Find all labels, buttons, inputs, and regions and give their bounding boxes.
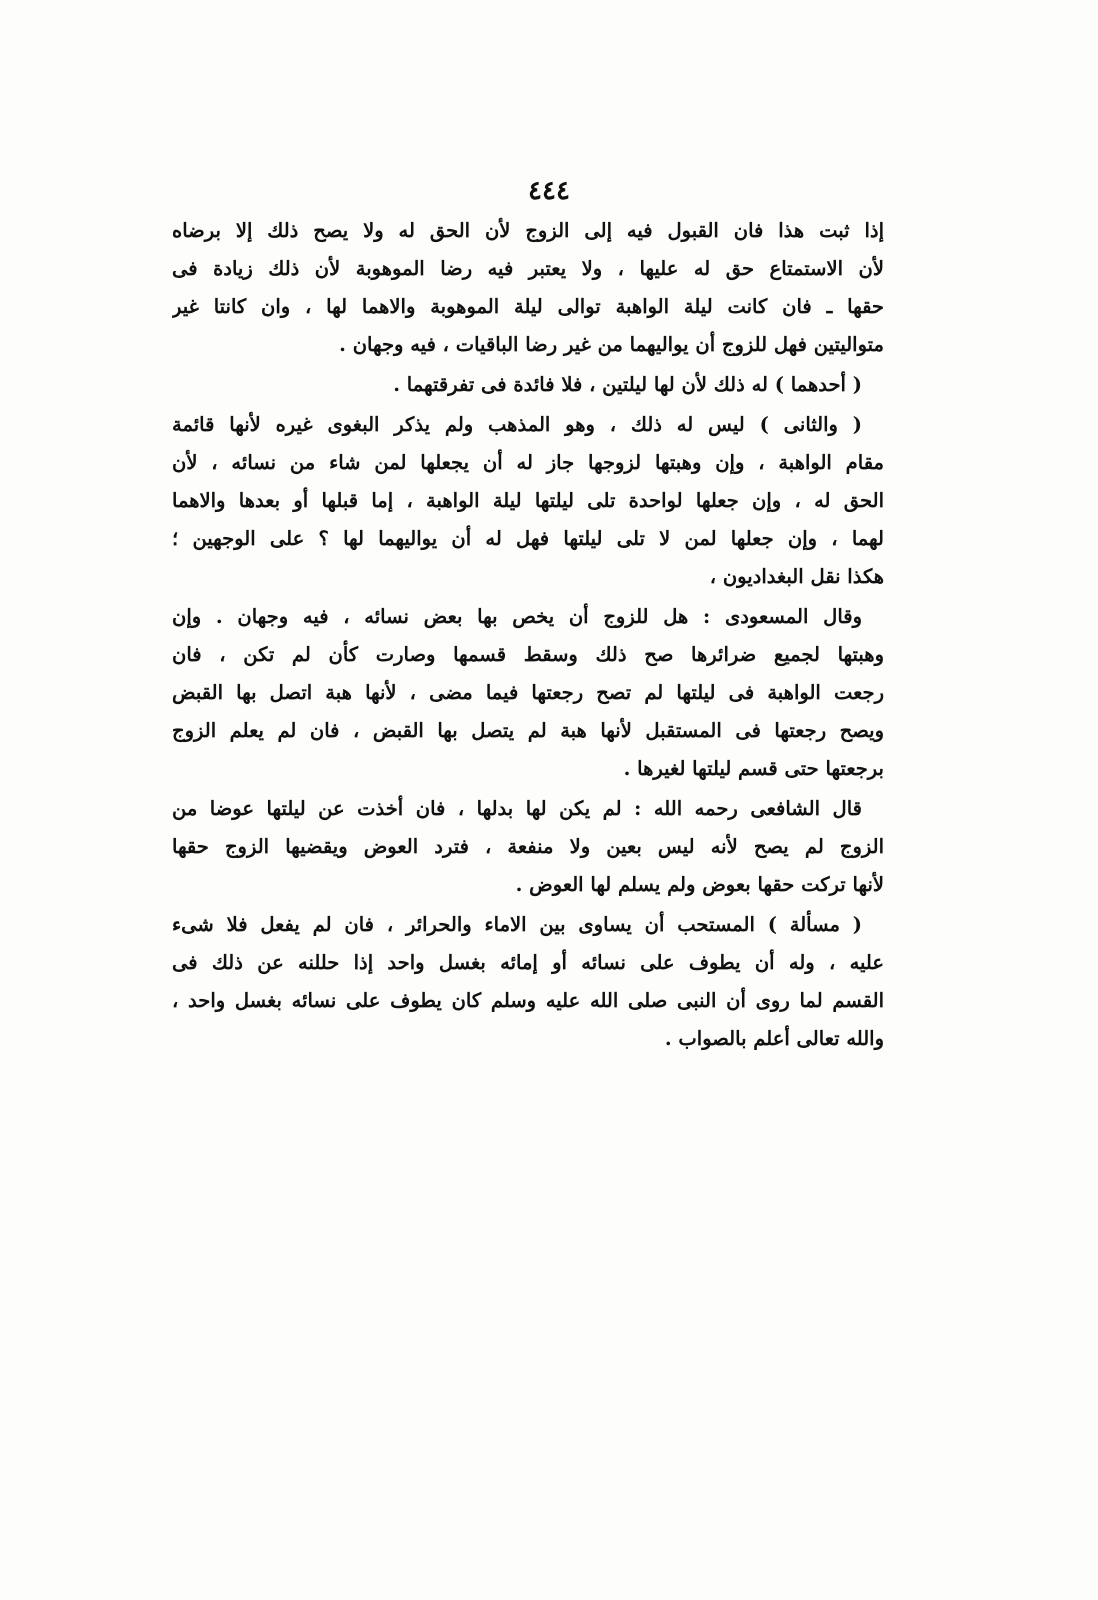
body-text [172, 212, 884, 1060]
text-line: برجعتها حتى قسم ليلتها لغيرها . [623, 757, 884, 780]
text-line: ويصح رجعتها فى المستقبل لأنها هبة لم يتصل بها القبض ، فان لم يعلم الزوج [172, 719, 884, 742]
text-line: لأن الاستمتاع حق له عليها ، ولا يعتبر فيه رضا الموهوبة لأن ذلك زيادة فى [172, 257, 884, 280]
text-line: إذا ثبت هذا فان القبول فيه إلى الزوج لأن الحق له ولا يصح ذلك إلا برضاه [172, 219, 884, 242]
text-line: ( أحدهما ) له ذلك لأن لها ليلتين ، فلا فائدة فى تفرقتهما . [393, 373, 862, 396]
text-line: حقها ـ فان كانت ليلة الواهبة توالى ليلة الموهوبة والاهما لها ، وان كانتا غير [172, 295, 884, 318]
text-line: لهما ، وإن جعلها لمن لا تلى ليلتها فهل له أن يواليهما لها ؟ على الوجهين ؛ [172, 527, 884, 550]
text-line: لأنها تركت حقها بعوض ولم يسلم لها العوض . [515, 873, 884, 896]
text-line: القسم لما روى أن النبى صلى الله عليه وسلم كان يطوف على نسائه بغسل واحد ، [172, 989, 884, 1012]
paragraph-3 [172, 406, 884, 596]
text-line: ( مسألة ) المستحب أن يساوى بين الاماء والحرائر ، فان لم يفعل فلا شىء [172, 913, 862, 936]
paragraph-2 [172, 366, 884, 404]
text-line: هكذا نقل البغداديون ، [709, 565, 884, 588]
page-number: ٤٤٤ [528, 176, 570, 206]
paragraph-6 [172, 906, 884, 1058]
text-line: وقال المسعودى : هل للزوج أن يخص بها بعض نسائه ، فيه وجهان . وإن [172, 605, 862, 628]
text-line: متواليتين فهل للزوج أن يواليهما من غير رضا الباقيات ، فيه وجهان . [339, 333, 884, 356]
text-line: قال الشافعى رحمه الله : لم يكن لها بدلها ، فان أخذت عن ليلتها عوضا من [172, 797, 862, 820]
paragraph-4 [172, 598, 884, 788]
text-line: والله تعالى أعلم بالصواب . [664, 1027, 884, 1050]
text-line: الزوج لم يصح لأنه ليس بعين ولا منفعة ، فترد العوض ويقضيها الزوج حقها [172, 835, 884, 858]
text-line: ( والثانى ) ليس له ذلك ، وهو المذهب ولم يذكر البغوى غيره لأنها قائمة [172, 413, 862, 436]
text-line: عليه ، وله أن يطوف على نسائه أو إمائه بغسل واحد إذا حللنه عن ذلك فى [172, 951, 884, 974]
text-line: وهبتها لجميع ضرائرها صح ذلك وسقط قسمها وصارت كأن لم تكن ، فان [172, 643, 884, 666]
text-line: مقام الواهبة ، وإن وهبتها لزوجها جاز له أن يجعلها لمن شاء من نسائه ، لأن [172, 451, 884, 474]
paragraph-5 [172, 790, 884, 904]
paragraph-1 [172, 212, 884, 364]
text-line: الحق له ، وإن جعلها لواحدة تلى ليلتها ليلة الواهبة ، إما قبلها أو بعدها والاهما [172, 489, 884, 512]
text-line: رجعت الواهبة فى ليلتها لم تصح رجعتها فيما مضى ، لأنها هبة اتصل بها القبض [172, 681, 884, 704]
